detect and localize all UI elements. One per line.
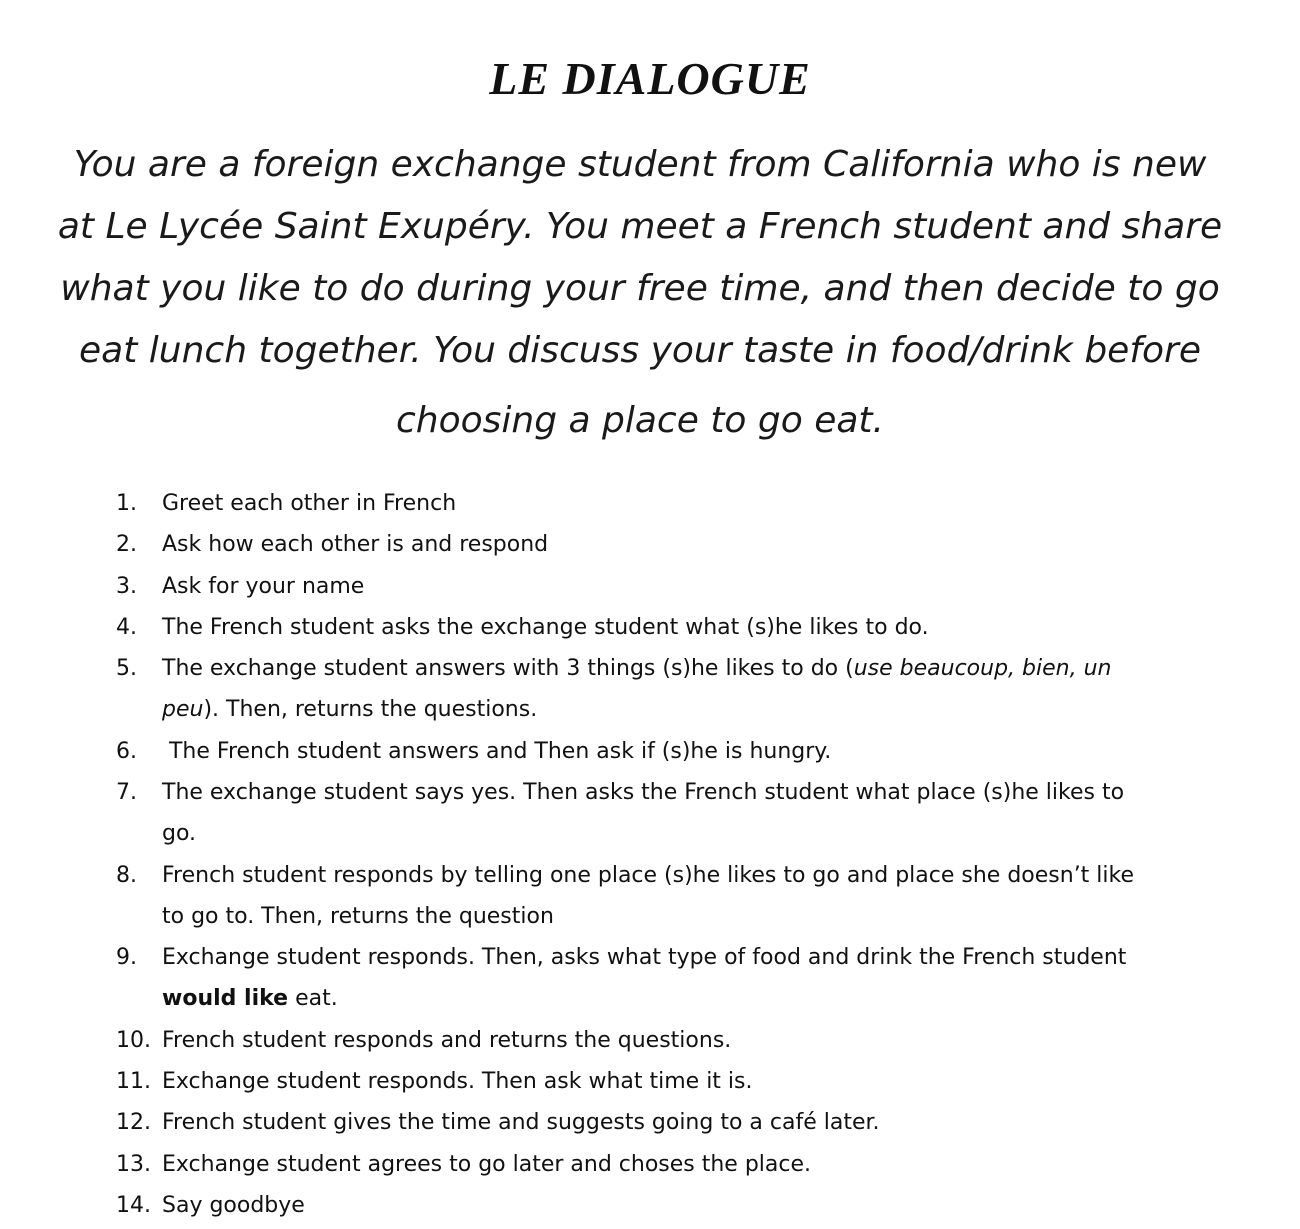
step-text-line2 [162,981,1242,1017]
step-number: 4. [116,614,137,640]
list-item [0,734,1200,775]
step-text-part: French student responds by telling one place (s)he likes to go and place she doesn’t like [162,862,1135,888]
step-text-part: The exchange student answers with 3 things (s)he likes to do ( [162,656,854,682]
step-text-line2: to go to. Then, returns the question [162,903,554,929]
step-text: Ask how each other is and respond [162,532,549,558]
step-text [162,940,1242,1017]
step-number: 1. [116,491,137,516]
step-text: Exchange student agrees to go later and choses the place. [162,1151,812,1177]
step-text-part: Exchange student responds. Then, asks what type of food and drink the French student [162,945,1127,971]
list-item [0,527,1200,568]
step-text-part: ). Then, returns the questions. [203,697,538,723]
list-item [0,610,1200,651]
step-number: 6. [116,738,137,764]
intro-line: You are a foreign exchange student from California who is new [73,144,1207,185]
step-number: 7. [116,780,137,806]
step-number: 8. [116,862,137,888]
intro-line: choosing a place to go eat. [395,400,884,441]
step-text [162,858,1242,935]
step-text [162,651,1242,728]
step-number: 10. [116,1027,151,1053]
list-item [0,651,1200,734]
step-text-part: eat. [288,986,338,1012]
list-item [0,1064,1200,1105]
step-number: 11. [116,1069,151,1095]
step-text-part: The exchange student says yes. Then asks the French student what place (s)he likes to [162,780,1125,806]
intro-line: eat lunch together. You discuss your taste in food/drink before [79,330,1201,371]
list-item [0,486,1200,527]
step-text-line2: go. [162,821,197,847]
step-text: The French student asks the exchange student what (s)he likes to do. [162,614,929,640]
step-number: 13. [116,1151,151,1177]
step-text: Say goodbye [162,1193,305,1219]
intro-line: at Le Lycée Saint Exupéry. You meet a French student and share [57,206,1223,247]
step-text: Exchange student responds. Then ask what time it is. [162,1069,753,1095]
intro-paragraph [40,140,1240,458]
step-text: French student responds and returns the questions. [162,1027,732,1053]
step-number: 12. [116,1110,151,1136]
step-text: The French student answers and Then ask if (s)he is hungry. [162,738,832,764]
page-title: LE DIALOGUE [489,53,811,104]
step-number: 5. [116,656,137,682]
list-item [0,1147,1200,1188]
step-number: 2. [116,532,137,558]
step-text: French student gives the time and suggests going to a café later. [162,1110,880,1136]
step-text: Greet each other in French [162,491,457,516]
steps-list [0,486,1200,1229]
list-item [0,1023,1200,1064]
step-text-italic: use beaucoup, bien, un [853,656,1112,682]
list-item [0,775,1200,858]
list-item [0,1105,1200,1146]
list-item [0,858,1200,941]
step-number: 9. [116,945,137,971]
step-text: Ask for your name [162,573,365,599]
step-number: 3. [116,573,137,599]
step-text-italic: peu [162,697,204,723]
step-text [162,775,1242,852]
list-item [0,1188,1200,1229]
step-text-bold: would like [162,986,289,1012]
list-item [0,569,1200,610]
intro-line: what you like to do during your free time, and then decide to go [60,268,1220,309]
step-number: 14. [116,1193,151,1219]
list-item [0,940,1200,1023]
step-text-line2 [162,692,1242,728]
